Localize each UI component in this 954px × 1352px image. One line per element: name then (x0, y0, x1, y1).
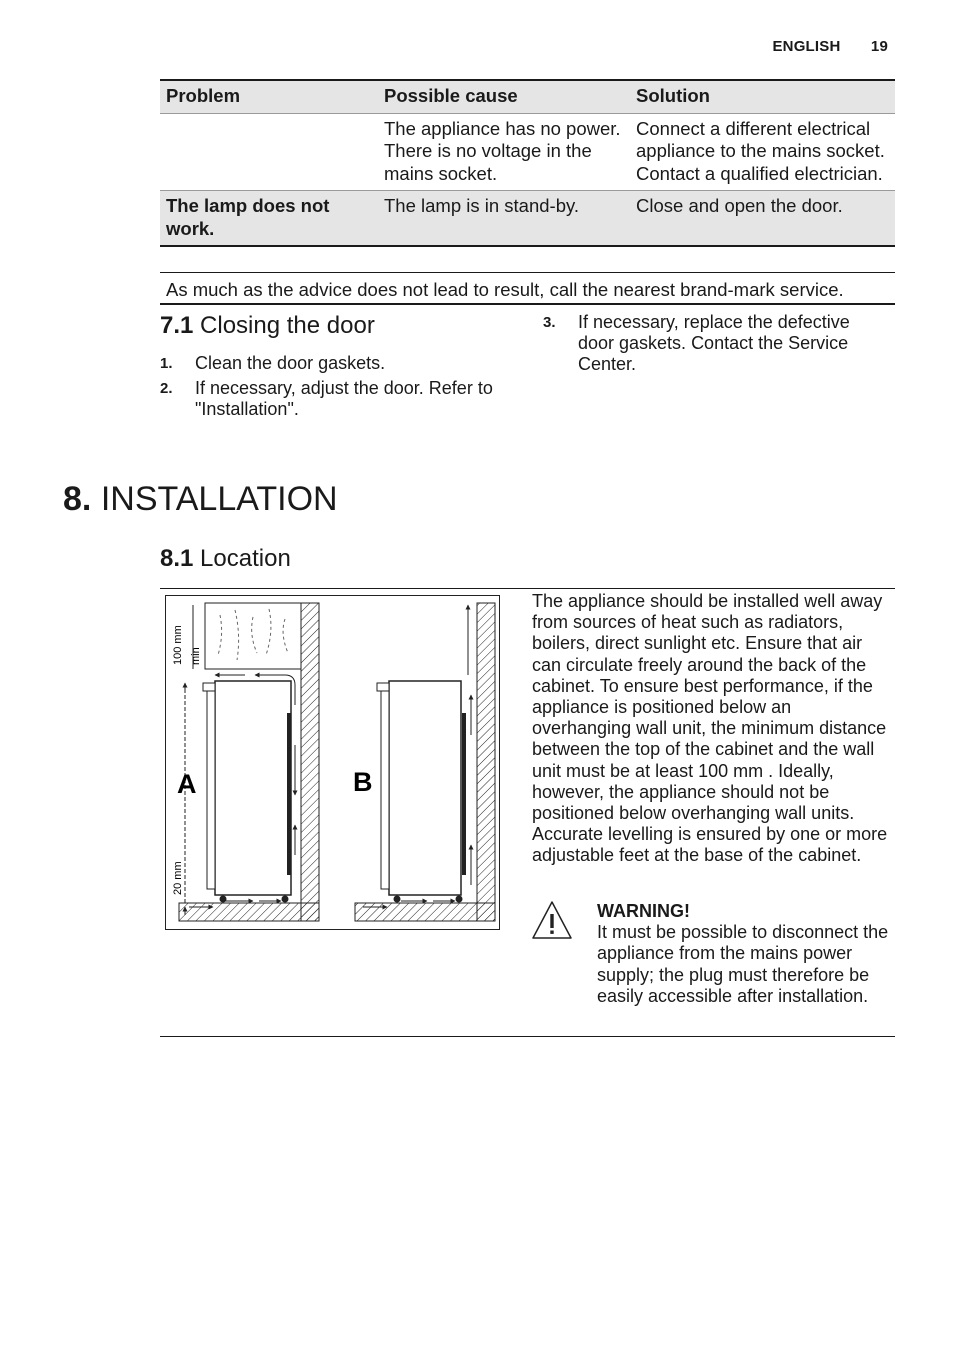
warning-triangle-icon (531, 899, 573, 941)
list-item (160, 353, 530, 374)
panel-label-b: B (353, 767, 373, 797)
steps-list-left (160, 353, 530, 424)
panel-label-a: A (177, 769, 197, 799)
troubleshooting-table (160, 79, 895, 247)
warning-text: It must be possible to disconnect the appliance from the mains power supply; the plug must therefore be easily accessible after installation. (597, 922, 889, 1006)
cell-solution: Close and open the door. (630, 191, 895, 247)
table-row (160, 113, 895, 191)
section-divider (160, 588, 895, 589)
cell-cause: The appliance has no power. There is no voltage in the mains socket. (378, 113, 630, 191)
page-header (772, 38, 888, 55)
step-number: 2. (160, 380, 173, 397)
header-cause: Possible cause (378, 80, 630, 113)
step-number: 3. (543, 314, 556, 331)
chapter-number: 8. (63, 480, 92, 518)
section-divider (160, 1036, 895, 1037)
section-heading-7-1 (160, 312, 375, 340)
section-title: Location (200, 545, 291, 572)
cell-solution: Connect a different electrical appliance to the mains socket. Contact a qualified electrician. (630, 113, 895, 191)
header-solution: Solution (630, 80, 895, 113)
step-text: If necessary, replace the defective door gaskets. Contact the Service Center. (578, 312, 850, 374)
page-number: 19 (870, 38, 888, 55)
table-header-row (160, 80, 895, 113)
chapter-heading (63, 480, 338, 519)
list-item (543, 312, 883, 375)
list-item (160, 378, 530, 420)
section-number: 7.1 (160, 312, 194, 339)
section-heading-8-1 (160, 545, 291, 573)
dimension-label-bottom: 20 mm (172, 861, 184, 895)
header-language: ENGLISH (772, 38, 841, 55)
section-number: 8.1 (160, 545, 194, 572)
step-text: If necessary, adjust the door. Refer to "Installation". (195, 378, 493, 419)
step-text: Clean the door gaskets. (195, 353, 386, 373)
header-problem: Problem (160, 80, 378, 113)
location-body-text: The appliance should be installed well away from sources of heat such as radiators, boilers, direct sunlight etc. Ensure that air can circulate freely around the back of the cabinet. To ensure best performance, if the appliance is positioned below an overhanging wall unit, the minimum distance between the top of the cabinet and the wall unit must be at least 100 mm . Ideally, however, the appliance should not be positioned below overhanging wall units. Accurate levelling is ensured by one or more adjustable feet at the base of the cabinet. (532, 591, 888, 866)
warning-block (597, 901, 892, 1007)
section-title: Closing the door (200, 312, 375, 339)
warning-title: WARNING! (597, 901, 690, 921)
cell-problem (160, 113, 378, 191)
cell-cause: The lamp is in stand-by. (378, 191, 630, 247)
dimension-label-min: min (190, 647, 202, 665)
table-row (160, 191, 895, 247)
table-note: As much as the advice does not lead to result, call the nearest brand-mark service. (160, 272, 895, 305)
dimension-label-top: 100 mm (172, 625, 184, 665)
steps-list-right (543, 312, 883, 379)
chapter-title: INSTALLATION (100, 480, 338, 518)
cell-problem: The lamp does not work. (160, 191, 378, 247)
step-number: 1. (160, 355, 173, 372)
installation-diagram (165, 595, 500, 930)
